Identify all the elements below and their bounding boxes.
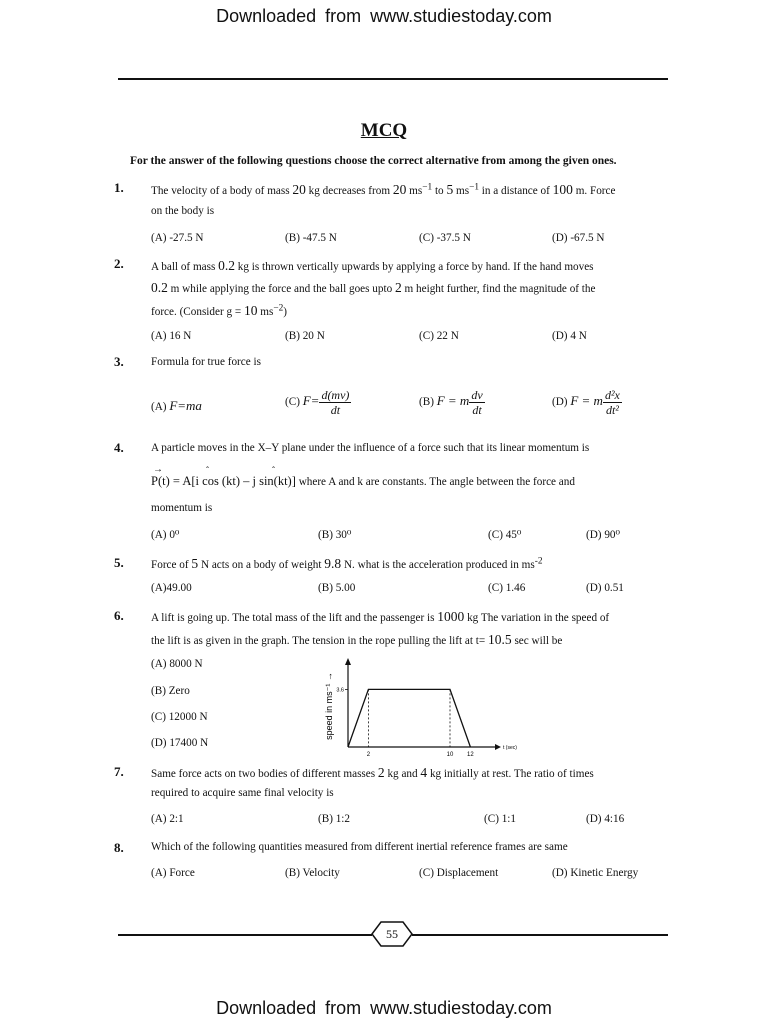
option-a: (A) F=ma [151,398,202,413]
question-number: 5. [114,555,124,570]
option-a: (A) 0⁰ [151,529,180,541]
download-banner-top: Downloaded from www.studiestoday.com [216,6,552,26]
question-text-line: A particle moves in the X–Y plane under the influence of a force such that its linear momentum is [151,442,590,454]
question-number: 8. [114,840,124,855]
y-axis-label: speed in ms⁻¹ → [324,672,334,740]
question-text-line: 0.2 m while applying the force and the ball goes upto 2 m height further, find the magnitude of the [151,280,596,295]
option-b: (B) Velocity [285,867,340,879]
question-text-line: the lift is as given in the graph. The tension in the rope pulling the lift at t= 10.5 sec will be [151,632,563,647]
header-rule [118,78,668,80]
question-number: 3. [114,354,124,369]
x-tick-label: 2 [366,752,371,758]
question-text-line: force. (Consider g = 10 $ms^{-2}$) [151,303,288,318]
option-b: (B) Zero [151,685,190,697]
option-a: (A) 8000 N [151,658,203,670]
option-b: (B) -47.5 N [285,232,337,244]
footer-rule-left [118,934,372,936]
option-a: (A) Force [151,867,195,879]
question-text-line: A ball of mass 0.2 kg is thrown vertically upwards by applying a force by hand. If the hand moves [151,258,594,273]
option-c: (C) 45⁰ [488,529,522,541]
option-d: (D) Kinetic Energy [552,867,639,879]
option-d: (D) 4 N [552,330,587,342]
x-tick-label: 12 [467,752,474,758]
question-text-line: Same force acts on two bodies of different masses 2 kg and 4 kg initially at rest. The ratio of times [151,765,594,780]
question-text-line: Formula for true force is [151,356,261,368]
option-a: (A) 2:1 [151,813,184,825]
page-heading: MCQ [360,120,408,141]
option-c: (C) -37.5 N [419,232,471,244]
question-number: 2. [114,256,124,271]
speed-time-graph [315,656,515,760]
fraction: $\frac{d(mv)}{dt}$ [321,388,350,417]
fraction: $\frac{dv}{dt}$ [471,388,483,417]
option-c: (C) 1:1 [484,813,517,825]
question-text-line: Which of the following quantities measured from different inertial reference frames are same [151,841,568,853]
x-tick-label: 10 [446,752,454,758]
option-d: (D) -67.5 N [552,232,605,244]
option-c: (C) Displacement [419,867,499,879]
page-number: 55 [386,927,398,941]
graph-series [348,689,470,747]
instructions: For the answer of the following questions choose the correct alternative from among the given ones. [130,155,617,167]
option-c: (C) 22 N [419,330,459,342]
x-axis-arrow-icon [495,744,501,750]
graph-labels [324,672,517,758]
fraction: $\frac{\text{d²x}}{\text{dt²}}$ [604,388,620,417]
option-b: (B) 1:2 [318,813,351,825]
option-a: (A)49.00 [151,582,192,594]
option-d: (D) F = m $\frac{\text{d²x}}{\text{dt²}}$ [552,388,620,417]
option-c: (C) 12000 N [151,711,208,723]
question-text-line: Force of 5 N acts on a body of weight 9.8 N. what is the acceleration produced in $ms^{-2}$ [151,556,543,571]
unit-hat-i-icon: ˆ [206,465,209,475]
vector-arrow-icon: → [153,464,163,475]
question-number: 6. [114,608,124,623]
footer-rule-right [412,934,668,936]
momentum-expression: P(t) = A[i cos (kt) – j sin(kt)] [151,474,296,488]
question-text-line: A lift is going up. The total mass of the lift and the passenger is 1000 kg The variation in the speed of [151,609,610,624]
option-b: (B) 30⁰ [318,529,352,541]
option-d: (D) 0.51 [586,582,624,594]
option-b: (B) F = m $\frac{dv}{dt}$ [419,388,483,417]
option-a: (A) -27.5 N [151,232,204,244]
question-number: 4. [114,440,124,455]
speed-series-line [348,689,470,747]
question-number: 1. [114,180,124,195]
formula-a: F=ma [169,398,202,413]
question-text-line: required to acquire same final velocity is [151,787,334,799]
graph-axes [345,658,501,750]
question-text-line: P(t) = A[i cos (kt) – j sin(kt)] where A and k are constants. The angle between the force and [151,474,575,488]
question-text-line: The velocity of a body of mass 20 kg decreases from 20 $ms^{-1}$ to 5 $ms^{-1}$ in a distance of 100 m. Force [151,182,616,197]
question-text-line: on the body is [151,205,215,217]
option-d: (D) 4:16 [586,813,625,825]
question-text-line: momentum is [151,502,213,514]
option-c: (C) F= $\frac{d(mv)}{dt}$ [285,388,350,417]
option-b: (B) 5.00 [318,582,356,594]
option-b: (B) 20 N [285,330,325,342]
option-d: (D) 90⁰ [586,529,620,541]
option-c: (C) 1.46 [488,582,526,594]
unit-hat-j-icon: ˆ [272,465,275,475]
question-number: 7. [114,764,124,779]
y-tick-label: 3.6 [336,687,344,694]
x-axis-label: t (sec) [503,745,517,751]
download-banner-bottom: Downloaded from www.studiestoday.com [216,998,552,1018]
option-a: (A) 16 N [151,330,192,342]
option-d: (D) 17400 N [151,737,209,749]
y-axis-arrow-icon [345,658,351,665]
